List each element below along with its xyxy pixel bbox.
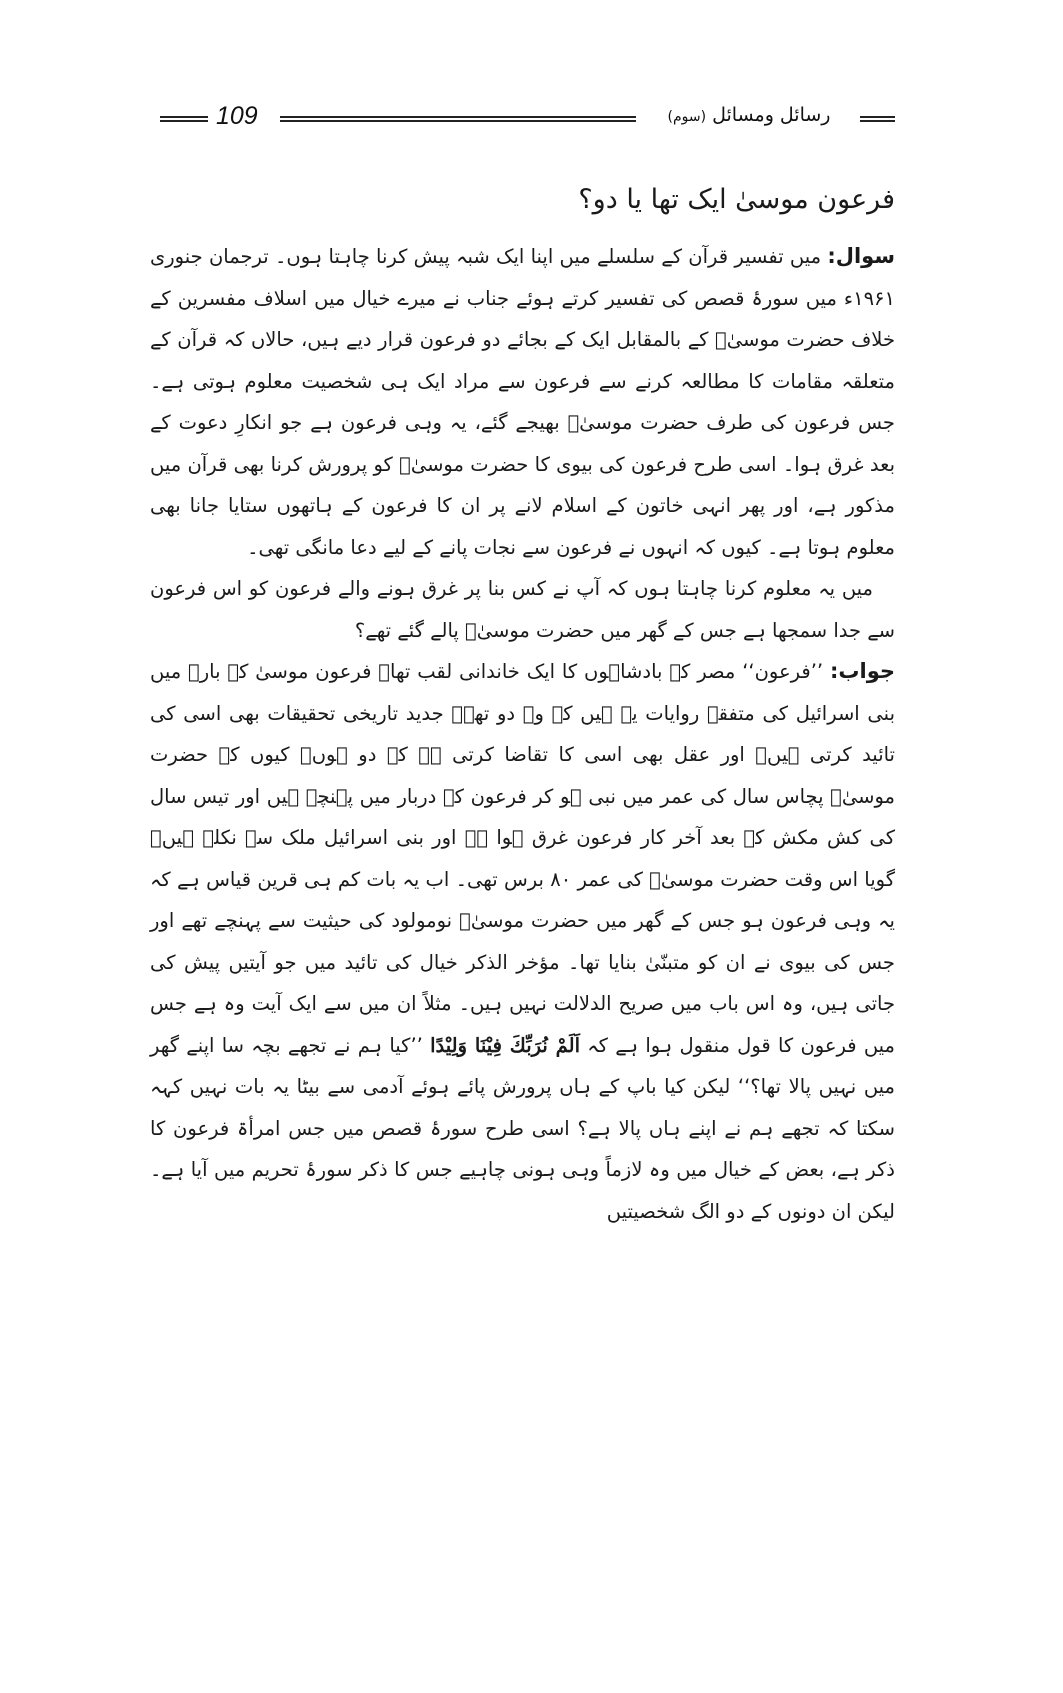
header-rule-right [860,116,895,122]
answer-text-1: ’’فرعون‘‘ مصر کے بادشاہوں کا ایک خاندانی لقب تھا۔ فرعون موسیٰ کے بارے میں بنی اسرائیل کی متفقہ روایات یہ ہیں کہ وہ دو تھے۔ جدید تاریخی تحقیقات بھی اسی کی تائید کرتی ہیں۔ اور عقل بھی اسی کا تقاضا کرتی ہے کہ دو ہوں۔ کیوں کہ حضرت موسیٰؑ پچاس سال کی عمر میں نبی ہو کر فرعون کے دربار میں پہنچے ہیں اور تیس سال کی کش مکش کے بعد آخر کار فرعون غرق ہوا ہے اور بنی اسرائیل ملک سے نکلے ہیں۔ گویا اس وقت حضرت موسیٰؑ کی عمر ۸۰ برس تھی۔ اب یہ بات کم ہی قرین قیاس ہے کہ یہ وہی فرعون ہو جس کے گھر میں حضرت موسیٰؑ نومولود کی حیثیت سے پہنچے تھے اور جس کی بیوی نے ان کو متبنّیٰ بنایا تھا۔ مؤخر الذکر خیال کی تائید میں جو آیتیں پیش کی جاتی ہیں، وہ اس باب میں صریح الدلالت نہیں ہیں۔ مثلاً ان میں سے ایک آیت وہ ہے جس میں فرعون کا قول منقول ہوا ہے کہ [150,660,896,1057]
quran-verse: اَلَمْ نُرَبِّكَ فِيْنَا وَلِيْدًا [430,1033,580,1057]
question-label: سوال: [827,244,895,268]
running-title-volume: (سوم) [667,109,707,125]
article-title: فرعون موسیٰ ایک تھا یا دو؟ [578,184,895,215]
header-rule-left [160,116,208,122]
running-title-text: رسائل ومسائل [712,104,831,126]
answer-label: جواب: [830,659,895,683]
question-text-2: میں یہ معلوم کرنا چاہتا ہوں کہ آپ نے کس بنا پر غرق ہونے والے فرعون کو اس فرعون سے جدا سمجھا ہے جس کے گھر میں حضرت موسیٰؑ پالے گئے تھے؟ [150,577,895,642]
answer-paragraph [150,651,895,1232]
page-number: 109 [216,102,258,130]
header-rule-middle [280,116,636,122]
question-text-1: میں تفسیر قرآن کے سلسلے میں اپنا ایک شبہ پیش کرنا چاہتا ہوں۔ ترجمان جنوری ۱۹۶۱ء میں سورۂ قصص کی تفسیر کرتے ہوئے جناب نے میرے خیال میں اسلاف مفسرین کے خلاف حضرت موسیٰؑ کے بالمقابل ایک کے بجائے دو فرعون قرار دیے ہیں، حالاں کہ قرآن کے متعلقہ مقامات کا مطالعہ کرنے سے فرعون سے مراد ایک ہی شخصیت معلوم ہوتی ہے۔ جس فرعون کی طرف حضرت موسیٰؑ بھیجے گئے، یہ وہی فرعون ہے جو انکارِ دعوت کے بعد غرق ہوا۔ اسی طرح فرعون کی بیوی کا حضرت موسیٰؑ کو پرورش کرنا بھی قرآن میں مذکور ہے، اور پھر انہی خاتون کے اسلام لانے پر ان کا فرعون کے ہاتھوں ستایا جانا بھی معلوم ہوتا ہے۔ کیوں کہ انہوں نے فرعون سے نجات پانے کے لیے دعا مانگی تھی۔ [150,245,895,559]
question-paragraph-1 [150,236,895,568]
answer-text-2: ’’کیا ہم نے تجھے بچہ سا اپنے گھر میں نہیں پالا تھا؟‘‘ لیکن کیا باپ کے ہاں پرورش پائے ہوئے آدمی سے بیٹا یہ بات نہیں کہہ سکتا کہ تجھے ہم نے اپنے ہاں پالا ہے؟ اسی طرح سورۂ قصص میں جس امرأۃ فرعون کا ذکر ہے، بعض کے خیال میں وہ لازماً وہی ہونی چاہیے جس کا ذکر سورۂ تحریم میں آیا ہے۔ لیکن ان دونوں کے دو الگ شخصیتیں [150,1033,895,1223]
question-paragraph-2 [150,568,895,651]
running-title [642,104,856,126]
page-header [160,100,895,140]
page-content [150,178,895,1232]
